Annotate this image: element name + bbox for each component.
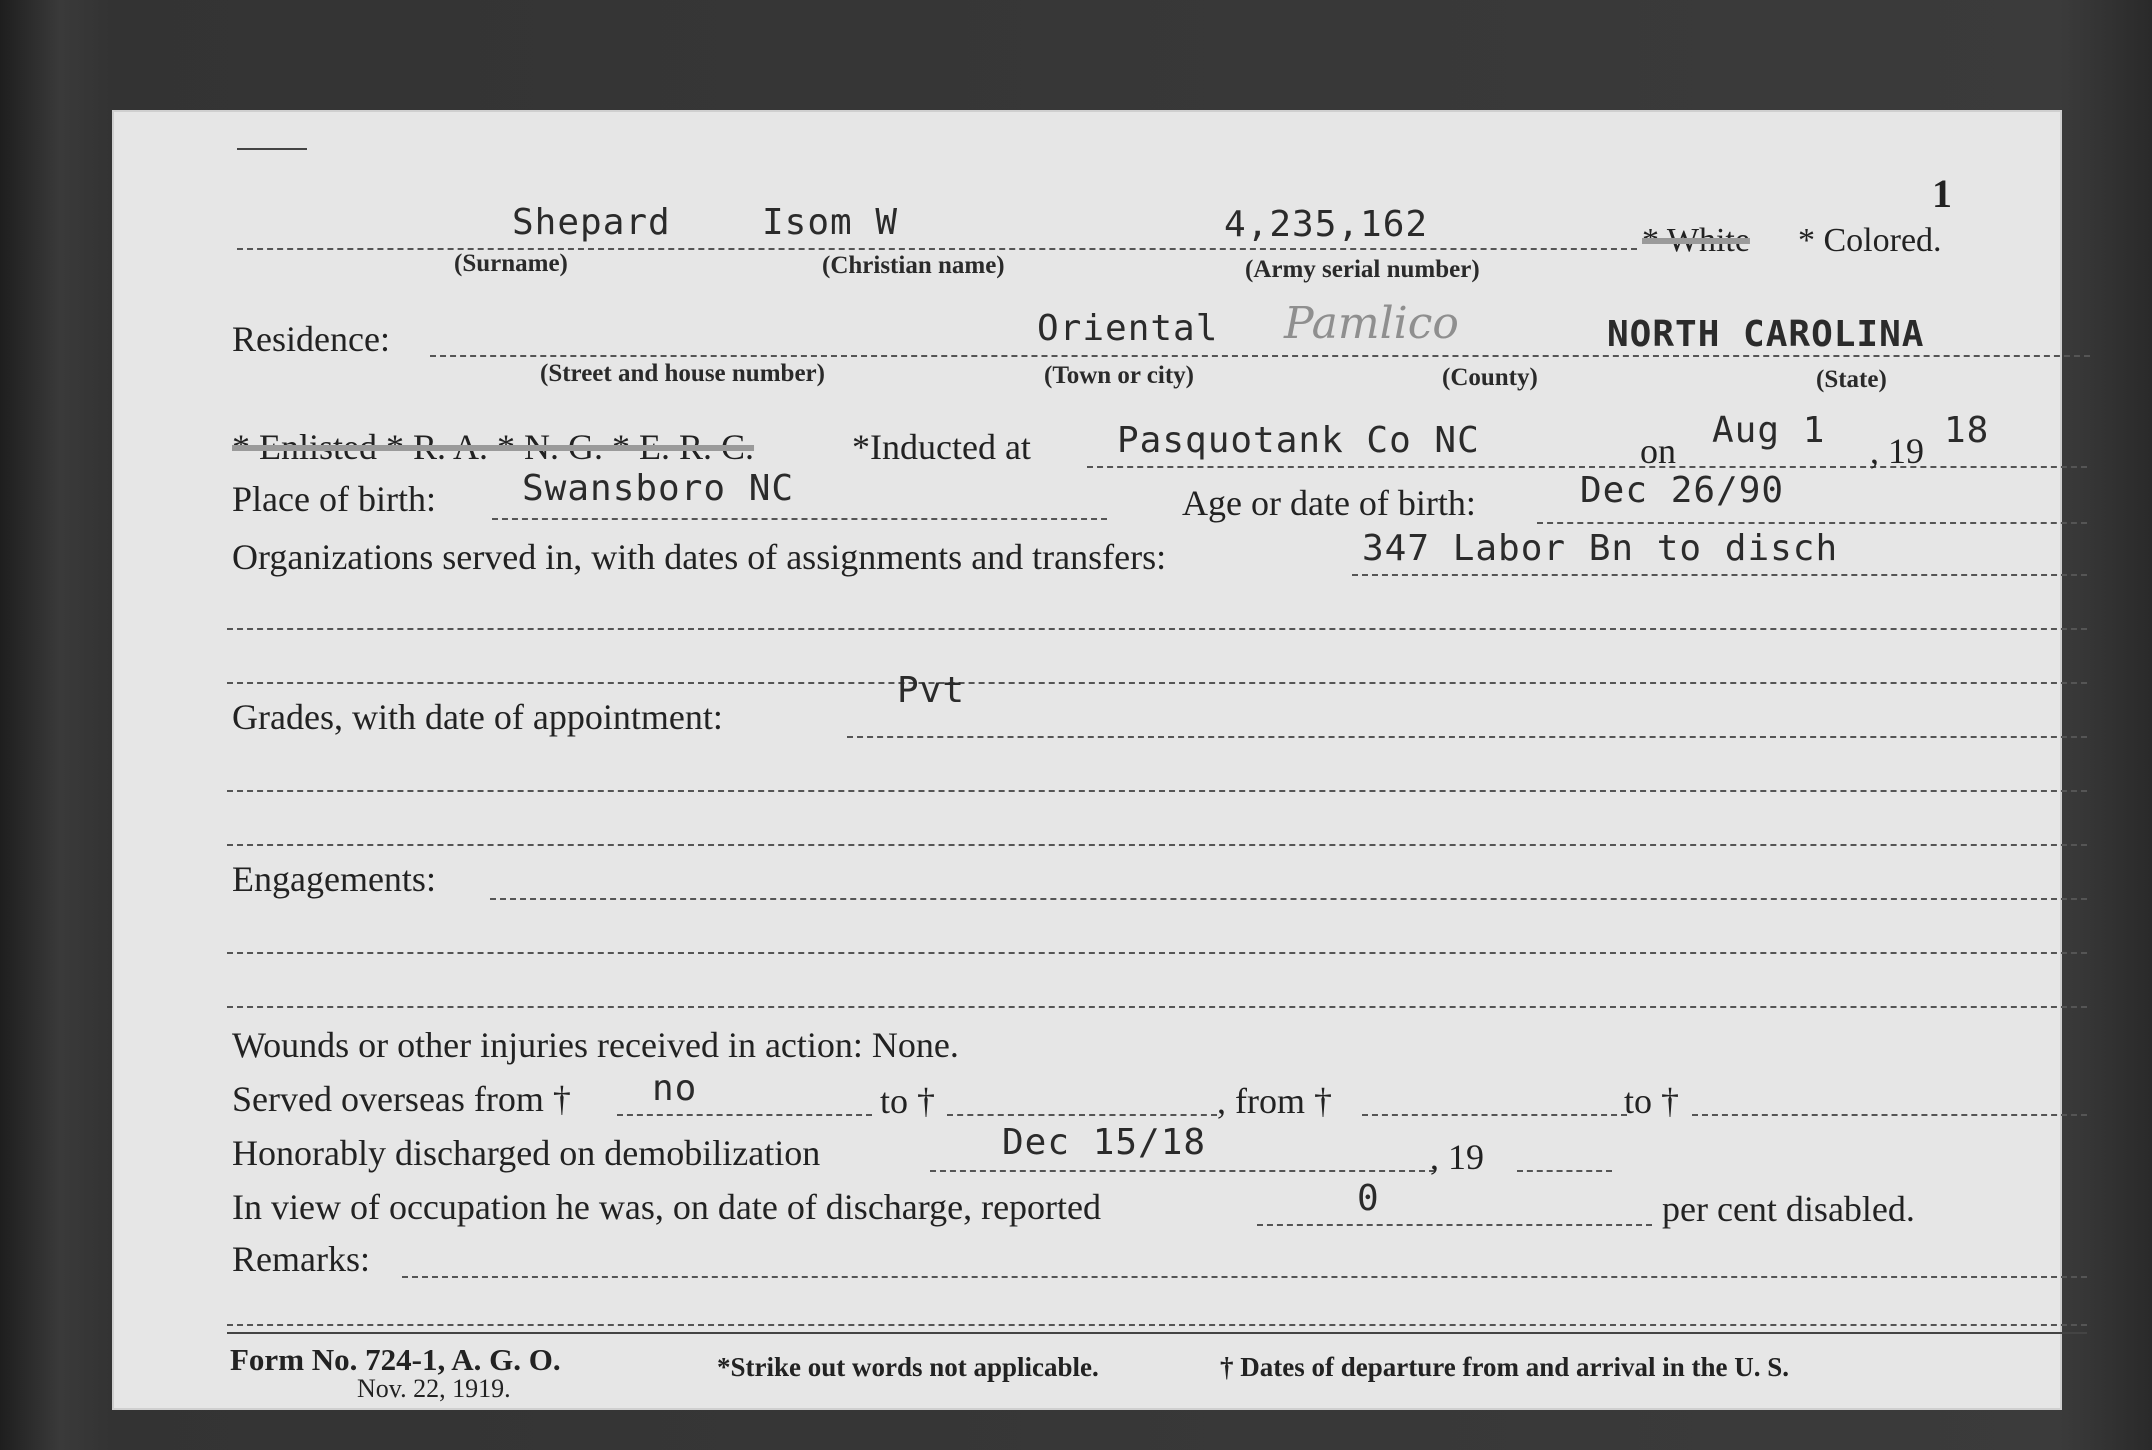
overseas-from-line [617, 1114, 872, 1116]
overseas-label: Served overseas from † [232, 1079, 571, 1119]
discharge-year-line [1517, 1170, 1612, 1172]
organizations-line-3 [227, 682, 2087, 684]
surname-value: Shepard [512, 202, 671, 243]
overseas-from-value: no [652, 1068, 698, 1109]
organizations-value: 347 Labor Bn to disch [1362, 528, 1839, 569]
discharged-label: Honorably discharged on demobilization [232, 1133, 821, 1173]
christian-name-value: Isom W [762, 202, 899, 243]
top-rule [237, 148, 307, 150]
engagements-label: Engagements: [232, 859, 436, 899]
birth-place-line [492, 518, 1107, 520]
form-date: Nov. 22, 1919. [357, 1374, 511, 1403]
disability-line [1257, 1224, 1652, 1226]
overseas-to-line [947, 1114, 1217, 1116]
discharge-date-value: Dec 15/18 [1002, 1122, 1207, 1163]
street-caption: (Street and house number) [540, 360, 825, 387]
grades-line-3 [227, 844, 2087, 846]
engagements-line-2 [227, 952, 2087, 954]
age-label: Age or date of birth: [1182, 483, 1476, 523]
race-colored: * Colored. [1798, 222, 1942, 259]
overseas-from-label-2: , from † [1217, 1081, 1332, 1121]
birth-date-line [1537, 522, 2087, 524]
christian-caption: (Christian name) [822, 252, 1005, 279]
remarks-line-2 [227, 1324, 2087, 1326]
induction-date-value: Aug 1 [1712, 410, 1826, 451]
grades-line-2 [227, 790, 2087, 792]
induction-year-value: 18 [1944, 410, 1990, 451]
engagements-line-3 [227, 1006, 2087, 1008]
wounds-label: Wounds or other injuries received in action: None. [232, 1025, 959, 1065]
disability-value: 0 [1357, 1178, 1380, 1219]
organizations-line-1 [1352, 574, 2087, 576]
serial-number-value: 4,235,162 [1224, 204, 1429, 245]
discharge-year-prefix: , 19 [1430, 1137, 1484, 1177]
service-record-card [112, 110, 2062, 1410]
induction-year-prefix: , 19 [1870, 431, 1924, 471]
organizations-label: Organizations served in, with dates of assignments and transfers: [232, 537, 1167, 577]
name-line [237, 248, 1637, 250]
footnote-dates: † Dates of departure from and arrival in the U. S. [1220, 1352, 1789, 1382]
per-cent-label: per cent disabled. [1662, 1189, 1915, 1229]
overseas-to-label-2: to † [1624, 1081, 1680, 1121]
county-handwritten: Pamlico [1284, 298, 1459, 349]
card-number: 1 [1932, 171, 1952, 216]
remarks-label: Remarks: [232, 1239, 370, 1279]
state-value: NORTH CAROLINA [1607, 314, 1925, 355]
engagements-line-1 [490, 898, 2087, 900]
grade-value: Pvt [897, 670, 966, 711]
enlisted-options: * Enlisted * R. A. * N. G. * E. R. C. [232, 427, 755, 467]
town-caption: (Town or city) [1044, 362, 1194, 389]
surname-caption: (Surname) [454, 250, 568, 277]
occupation-label: In view of occupation he was, on date of discharge, reported [232, 1187, 1102, 1227]
race-white: * White [1642, 222, 1750, 259]
footer-rule [227, 1332, 2087, 1334]
form-number: Form No. 724-1, A. G. O. [230, 1342, 561, 1377]
inducted-line [1087, 466, 2087, 468]
inducted-place-value: Pasquotank Co NC [1117, 420, 1480, 461]
on-label: on [1640, 431, 1676, 471]
residence-label: Residence: [232, 319, 390, 359]
town-value: Oriental [1037, 308, 1219, 349]
birth-place-value: Swansboro NC [522, 468, 795, 509]
county-caption: (County) [1442, 364, 1538, 391]
grades-line-1 [847, 736, 2087, 738]
overseas-to-line-2 [1692, 1114, 2087, 1116]
overseas-to-label: to † [880, 1081, 936, 1121]
footnote-strike: *Strike out words not applicable. [717, 1352, 1099, 1382]
inducted-label: *Inducted at [852, 427, 1031, 467]
discharge-date-line [930, 1170, 1435, 1172]
birth-date-value: Dec 26/90 [1580, 470, 1785, 511]
serial-caption: (Army serial number) [1245, 256, 1480, 283]
residence-line [430, 355, 2090, 357]
birth-place-label: Place of birth: [232, 479, 436, 519]
remarks-line-1 [402, 1276, 2087, 1278]
organizations-line-2 [227, 628, 2087, 630]
overseas-from-line-2 [1362, 1114, 1627, 1116]
grades-label: Grades, with date of appointment: [232, 697, 723, 737]
state-caption: (State) [1816, 366, 1887, 393]
